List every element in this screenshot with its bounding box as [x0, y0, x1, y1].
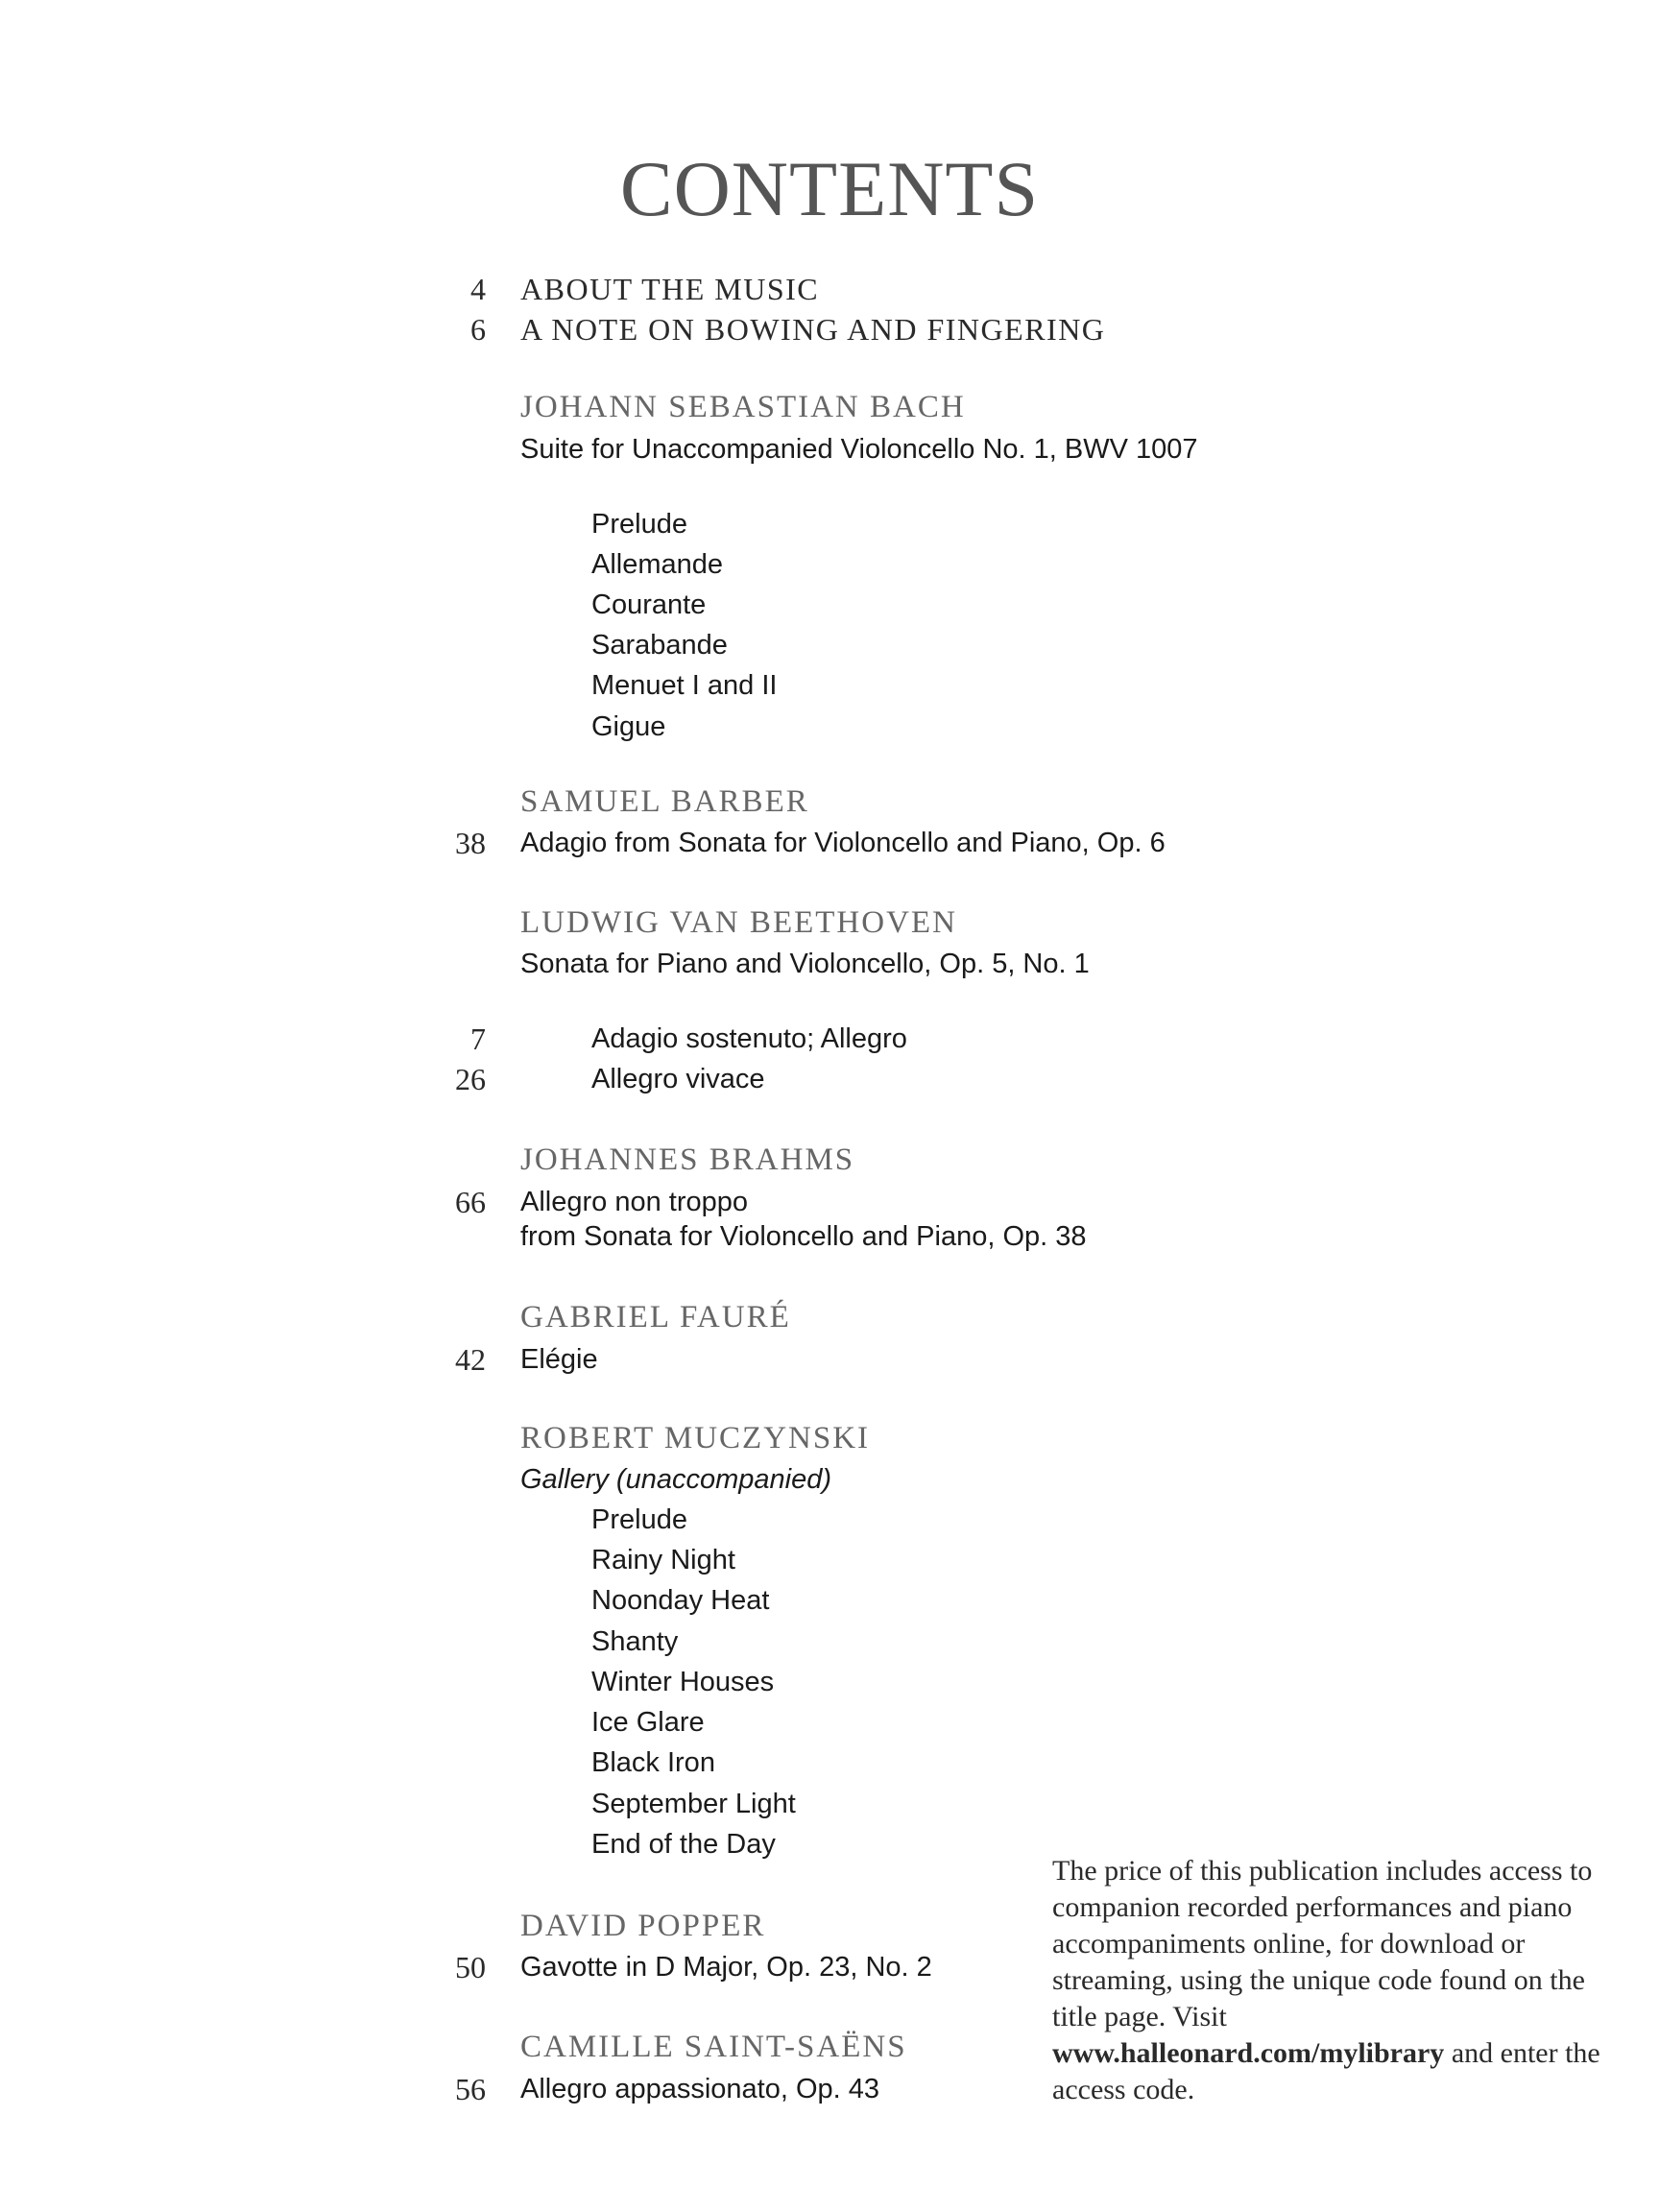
movement-item: Black Iron [591, 1747, 715, 1778]
movement-item: September Light [591, 1789, 796, 1819]
composer-heading-bach: JOHANN SEBASTIAN BACH [520, 390, 966, 424]
movement-item: Shanty [591, 1626, 679, 1657]
work-title-popper: Gavotte in D Major, Op. 23, No. 2 [520, 1952, 932, 1983]
movement-item: Adagio sostenuto; Allegro [591, 1023, 907, 1054]
toc-page-number: 66 [455, 1185, 486, 1219]
page-title: CONTENTS [619, 145, 1040, 232]
movement-item: Prelude [591, 509, 687, 540]
toc-page-number: 7 [470, 1022, 486, 1056]
toc-page-number: 6 [470, 312, 486, 347]
movement-item: Prelude [591, 1504, 687, 1535]
composer-heading-barber: SAMUEL BARBER [520, 784, 809, 819]
work-title-bach: Suite for Unaccompanied Violoncello No. 1, BWV 1007 [520, 434, 1198, 465]
movement-item: Winter Houses [591, 1667, 775, 1697]
toc-page-number: 42 [455, 1342, 486, 1377]
access-note-text: The price of this publication includes access to companion recorded performances and piano accompaniments online, for download or streaming, using the unique code found on the title page. Visit [1052, 1855, 1593, 2032]
work-title-brahms: Allegro non troppo [520, 1187, 748, 1217]
composer-heading-muczynski: ROBERT MUCZYNSKI [520, 1421, 871, 1455]
toc-page-number: 50 [455, 1950, 486, 1984]
movement-item: Courante [591, 589, 707, 620]
access-note-text-end: and enter the access code. [1052, 2037, 1600, 2105]
toc-entry-bowing-fingering: A NOTE ON BOWING AND FINGERING [520, 312, 1106, 347]
movement-item: End of the Day [591, 1829, 776, 1860]
movement-item: Ice Glare [591, 1707, 705, 1738]
composer-heading-beethoven: LUDWIG VAN BEETHOVEN [520, 905, 957, 940]
work-title-saint-saens: Allegro appassionato, Op. 43 [520, 2074, 880, 2104]
work-subtitle-brahms: from Sonata for Violoncello and Piano, Op. 38 [520, 1221, 1087, 1252]
work-title-barber: Adagio from Sonata for Violoncello and Piano, Op. 6 [520, 828, 1166, 858]
work-title-beethoven: Sonata for Piano and Violoncello, Op. 5, No. 1 [520, 949, 1090, 979]
toc-page-number: 56 [455, 2072, 486, 2106]
composer-heading-popper: DAVID POPPER [520, 1909, 766, 1943]
movement-item: Sarabande [591, 630, 728, 661]
toc-page-number: 4 [470, 272, 486, 306]
movement-item: Allemande [591, 549, 724, 580]
toc-page-number: 26 [455, 1062, 486, 1096]
composer-heading-saint-saens: CAMILLE SAINT-SAËNS [520, 2030, 907, 2064]
movement-item: Gigue [591, 711, 666, 742]
access-note [1052, 1853, 1609, 2108]
library-url: www.halleonard.com/mylibrary [1052, 2037, 1445, 2069]
movement-item: Menuet I and II [591, 670, 778, 701]
toc-entry-about-the-music: ABOUT THE MUSIC [520, 272, 820, 306]
movement-item: Allegro vivace [591, 1064, 765, 1094]
work-title-muczynski: Gallery (unaccompanied) [520, 1464, 831, 1495]
work-title-faure: Elégie [520, 1344, 598, 1375]
movement-item: Noonday Heat [591, 1585, 770, 1616]
toc-page-number: 38 [455, 826, 486, 860]
composer-heading-brahms: JOHANNES BRAHMS [520, 1142, 855, 1177]
composer-heading-faure: GABRIEL FAURÉ [520, 1300, 791, 1334]
movement-item: Rainy Night [591, 1545, 735, 1575]
